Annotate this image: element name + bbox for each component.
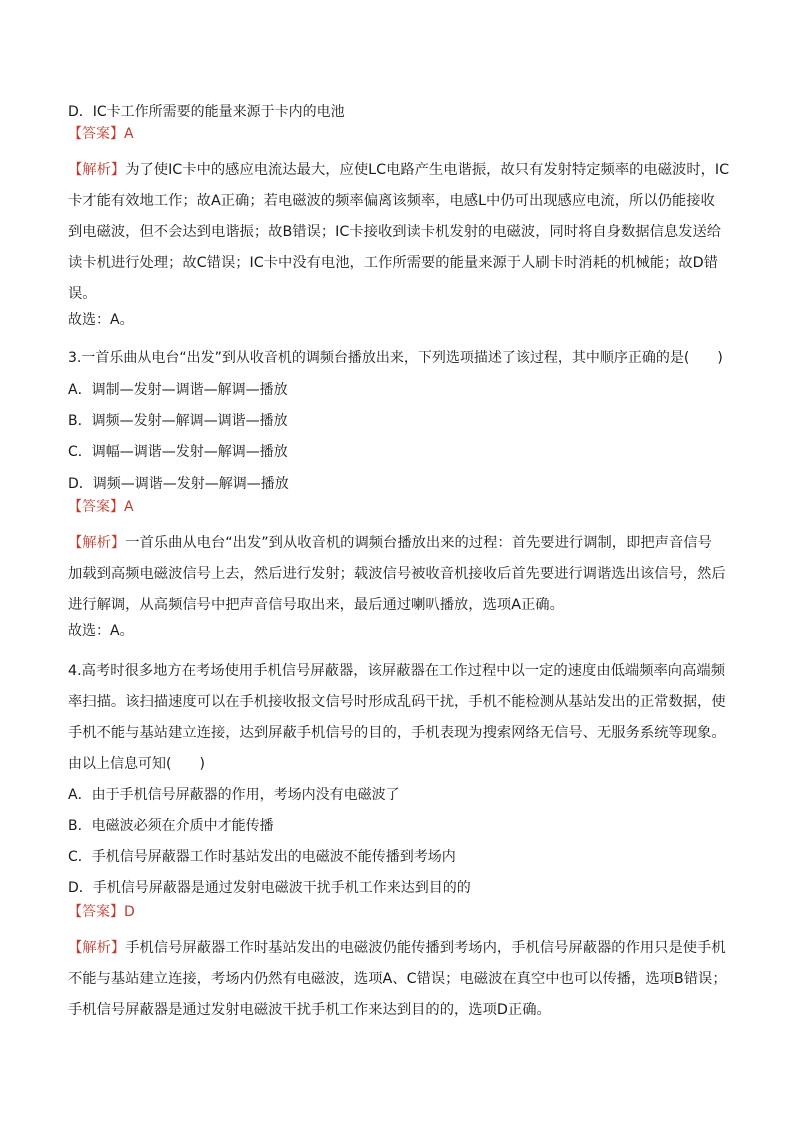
q2-conclusion: 故选：A。 [68, 312, 134, 328]
answer-tag: 【答案】 [68, 499, 124, 515]
q2-analysis-line [68, 160, 729, 180]
q2-analysis-line: 到电磁波，但不会达到电谐振；故B错误；IC卡接收到读卡机发射的电磁波，同时将自身数据信息发送给 [68, 224, 722, 240]
analysis-text: 一首乐曲从电台“出发”到从收音机的调频台播放出来的过程：首先要进行调制，即把声音信号 [125, 535, 712, 551]
q2-analysis-line: 读卡机进行处理；故C错误；IC卡中没有电池，工作所需要的能量来源于人刷卡时消耗的机械能；故D错 [68, 255, 718, 271]
q2-analysis-line: 误。 [68, 286, 97, 302]
q4-option-d: D．手机信号屏蔽器是通过发射电磁波干扰手机工作来达到目的的 [68, 880, 471, 896]
answer-value: A [124, 126, 134, 142]
q3-answer [68, 497, 134, 517]
q4-analysis-line: 不能与基站建立连接，考场内仍然有电磁波，选项A、C错误；电磁波在真空中也可以传播，选项B错误； [68, 971, 727, 987]
q4-stem-line: 手机不能与基站建立连接，达到屏蔽手机信号的目的，手机表现为搜索网络无信号、无服务系统等现象。 [68, 725, 726, 741]
analysis-tag: 【解析】 [68, 162, 126, 178]
q3-analysis-line: 进行解调，从高频信号中把声音信号取出来，最后通过喇叭播放，选项A正确。 [68, 597, 564, 613]
q4-stem-line: 率扫描。该扫描速度可以在手机接收报文信号时形成乱码干扰，手机不能检测从基站发出的正常数据，使 [68, 694, 726, 710]
analysis-tag: 【解析】 [68, 940, 126, 956]
analysis-tag: 【解析】 [68, 535, 126, 551]
answer-tag: 【答案】 [68, 126, 124, 142]
q2-answer [68, 124, 134, 144]
answer-tag: 【答案】 [68, 904, 124, 920]
q4-option-b: B．电磁波必须在介质中才能传播 [68, 818, 274, 834]
q3-option-b: B．调频—发射—解调—调谐—播放 [68, 413, 288, 429]
q2-analysis-line: 卡才能有效地工作；故A正确；若电磁波的频率偏离该频率，电感L中仍可出现感应电流，所以仍能接收 [68, 193, 715, 209]
q3-conclusion: 故选：A。 [68, 623, 134, 639]
q3-option-c: C．调幅—调谐—发射—解调—播放 [68, 444, 288, 460]
q3-analysis-line [68, 533, 712, 553]
q3-analysis-line: 加载到高频电磁波信号上去，然后进行发射；载波信号被收音机接收后首先要进行调谐选出该信号，然后 [68, 566, 726, 582]
analysis-text: 手机信号屏蔽器工作时基站发出的电磁波仍能传播到考场内，手机信号屏蔽器的作用只是使手机 [125, 940, 726, 956]
answer-value: D [124, 904, 135, 920]
q4-analysis-line: 手机信号屏蔽器是通过发射电磁波干扰手机工作来达到目的的，选项D正确。 [68, 1002, 551, 1018]
q3-stem: 3.一首乐曲从电台“出发”到从收音机的调频台播放出来，下列选项描述了该过程，其中顺序正确的是( ) [68, 350, 723, 366]
q4-option-c: C．手机信号屏蔽器工作时基站发出的电磁波不能传播到考场内 [68, 849, 456, 865]
q4-answer [68, 902, 135, 922]
q4-option-a: A．由于手机信号屏蔽器的作用，考场内没有电磁波了 [68, 787, 400, 803]
analysis-text: 为了使IC卡中的感应电流达最大，应使LC电路产生电谐振，故只有发射特定频率的电磁波时，IC [125, 162, 730, 178]
q3-option-d: D．调频—调谐—发射—解调—播放 [68, 476, 289, 492]
q3-option-a: A．调制—发射—调谐—解调—播放 [68, 382, 288, 398]
q4-stem-line: 由以上信息可知( ) [68, 756, 205, 772]
answer-value: A [124, 499, 134, 515]
q4-analysis-line [68, 938, 726, 958]
q4-stem-line: 4.高考时很多地方在考场使用手机信号屏蔽器，该屏蔽器在工作过程中以一定的速度由低端频率向高端频 [68, 663, 725, 679]
q2-option-d: D．IC卡工作所需要的能量来源于卡内的电池 [68, 104, 345, 120]
